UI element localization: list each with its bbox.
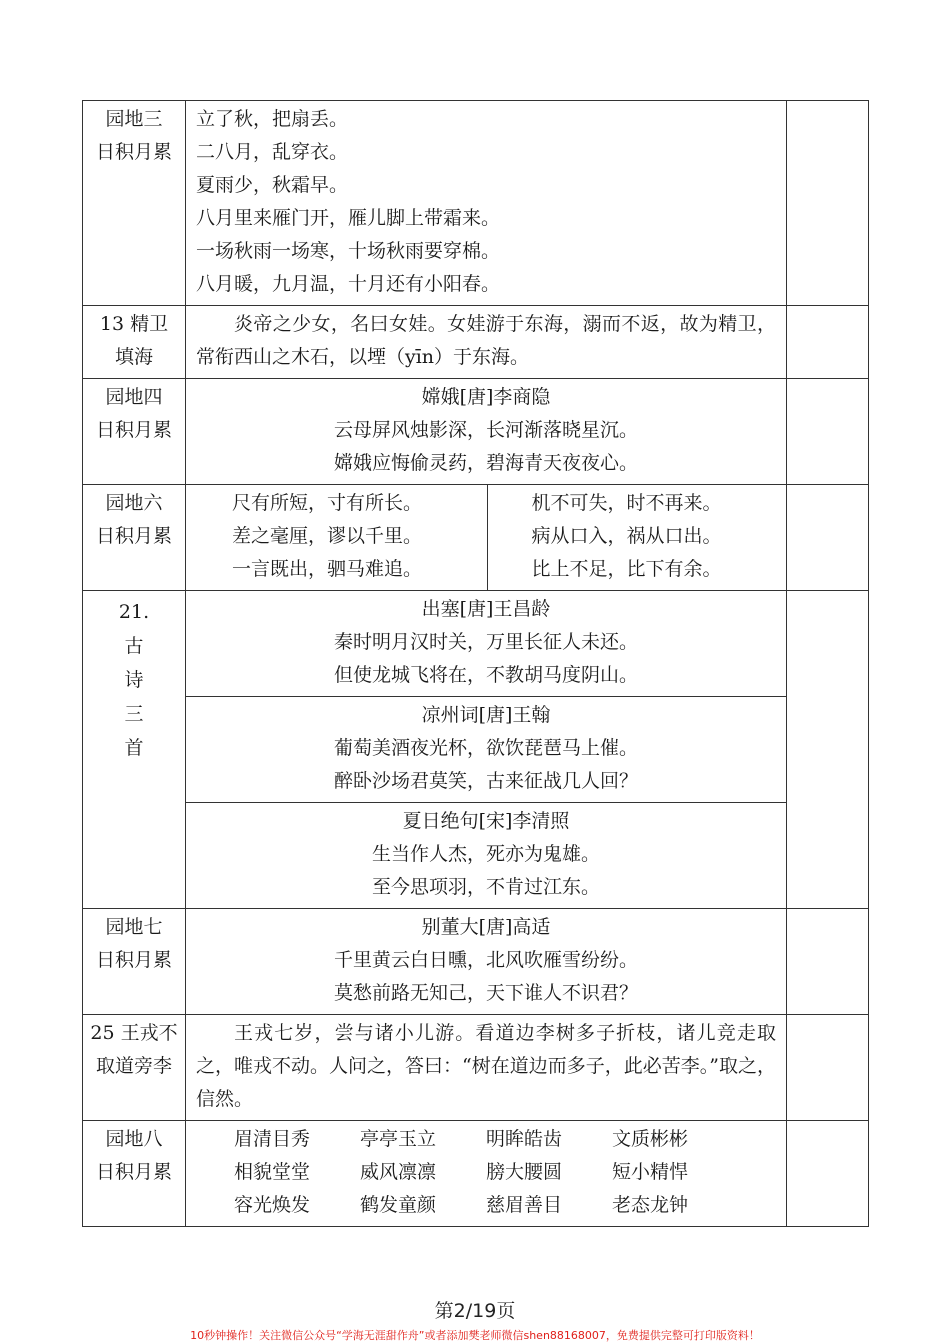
table-row: [83, 591, 869, 909]
poem-title: 出塞[唐]王昌龄: [421, 598, 551, 620]
idiom: 慈眉善目: [486, 1194, 563, 1216]
table-row: [83, 485, 869, 591]
table-row: [83, 379, 869, 485]
idiom: 眉清目秀: [234, 1128, 311, 1150]
idiom: 亭亭玉立: [360, 1128, 437, 1150]
row-label: 25 王戎不 取道旁李: [90, 1022, 178, 1077]
notes-cell: [787, 485, 869, 591]
notes-cell: [787, 591, 869, 909]
row-label: 园地八 日积月累: [95, 1128, 172, 1183]
row-label: 园地七 日积月累: [95, 916, 172, 971]
table-row: [83, 1121, 869, 1227]
table-row: [83, 101, 869, 306]
idiom: 文质彬彬: [612, 1128, 689, 1150]
poem: 夏日绝句[宋]李清照 生当作人杰，死亦为鬼雄。 至今思项羽，不肯过江东。: [186, 802, 786, 908]
classical-text: 炎帝之少女，名曰女娃。女娃游于东海，溺而不返，故为精卫，常衔西山之木石，以堙（yīn）于东海。: [196, 313, 776, 368]
poem-title: 夏日绝句[宋]李清照: [402, 810, 570, 832]
notes-cell: [787, 306, 869, 379]
idiom: 短小精悍: [612, 1161, 689, 1183]
idiom: 鹤发童颜: [360, 1194, 437, 1216]
idiom: 膀大腰圆: [486, 1161, 563, 1183]
proverbs-left: 尺有所短，寸有所长。 差之毫厘，谬以千里。 一言既出，驷马难追。: [232, 492, 423, 580]
table-row: [83, 1015, 869, 1121]
proverb-columns: [186, 485, 786, 590]
poem: 别董大[唐]高适 千里黄云白日曛，北风吹雁雪纷纷。 莫愁前路无知己，天下谁人不识君？: [186, 909, 786, 1014]
poem: 出塞[唐]王昌龄 秦时明月汉时关，万里长征人未还。 但使龙城飞将在，不教胡马度阴山。: [186, 591, 786, 696]
idiom: 明眸皓齿: [486, 1128, 563, 1150]
notes-cell: [787, 1121, 869, 1227]
idiom: 容光焕发: [234, 1194, 311, 1216]
poem: 凉州词[唐]王翰 葡萄美酒夜光杯，欲饮琵琶马上催。 醉卧沙场君莫笑，古来征战几人回？: [186, 696, 786, 802]
poem-title: 凉州词[唐]王翰: [421, 704, 551, 726]
promo-note: 10秒钟操作！关注微信公众号“学海无涯甜作舟”或者添加樊老师微信shen88168007，免费提供完整可打印版资料！: [190, 1329, 760, 1342]
idiom: 威风凛凛: [360, 1161, 437, 1183]
poem: 嫦娥[唐]李商隐 云母屏风烛影深，长河渐落晓星沉。 嫦娥应悔偷灵药，碧海青天夜夜心。: [186, 379, 786, 484]
notes-cell: [787, 379, 869, 485]
row-label: 园地四 日积月累: [95, 386, 172, 441]
poem-title: 别董大[唐]高适: [421, 916, 551, 938]
classical-text: 王戎七岁，尝与诸小儿游。看道边李树多子折枝，诸儿竞走取之，唯戎不动。人问之，答曰：“树在道边而多子，此必苦李。”取之，信然。: [196, 1022, 776, 1110]
review-table: [82, 100, 869, 1227]
page-number: 第2/19页: [434, 1300, 516, 1322]
notes-cell: [787, 101, 869, 306]
idiom-grid: [186, 1121, 786, 1226]
notes-cell: [787, 909, 869, 1015]
row-label: 21. 古 诗 三 首: [118, 601, 150, 759]
table-row: [83, 306, 869, 379]
row-label: 园地三 日积月累: [95, 108, 172, 163]
row-label: 13 精卫 填海: [99, 313, 169, 368]
notes-cell: [787, 1015, 869, 1121]
idiom: 老态龙钟: [612, 1194, 689, 1216]
table-row: [83, 909, 869, 1015]
proverbs-right: 机不可失，时不再来。 病从口入，祸从口出。 比上不足，比下有余。: [487, 485, 787, 590]
poem-title: 嫦娥[唐]李商隐: [421, 386, 551, 408]
row-label: 园地六 日积月累: [95, 492, 172, 547]
idiom: 相貌堂堂: [234, 1161, 311, 1183]
row-content: 立了秋，把扇丢。 二八月，乱穿衣。 夏雨少，秋霜早。 八月里来雁门开，雁儿脚上带霜来。 一场秋雨一场寒，十场秋雨要穿棉。 八月暖，九月温，十月还有小阳春。: [196, 108, 501, 295]
